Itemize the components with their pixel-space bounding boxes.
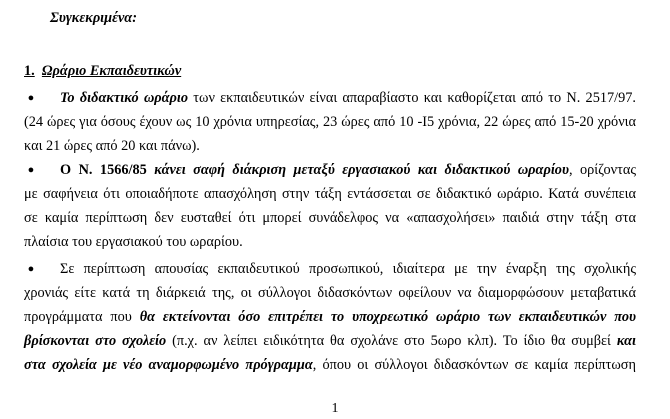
bullet-2: ● bbox=[27, 164, 35, 176]
p3-line-3-text: προγράμματα που bbox=[24, 309, 140, 325]
p1-line-1 bbox=[60, 88, 636, 108]
p3-line-5 bbox=[24, 355, 636, 375]
section-heading bbox=[24, 63, 181, 80]
p2-line-4: πλαίσια του εργασιακού του ωραρίου. bbox=[24, 234, 243, 250]
p3-line-3 bbox=[24, 307, 636, 327]
p3-line-4-text: (π.χ. αν λείπει ειδικότητα θα σχολάνε στο 5ωρο κλπ). Το ίδιο θα συμβεί bbox=[166, 333, 617, 349]
p3-line-1: Σε περίπτωση απουσίας εκπαιδευτικού προσωπικού, ιδιαίτερα με την έναρξη της σχολικής bbox=[60, 261, 636, 277]
p1-emphasis: Το διδακτικό ωράριο bbox=[60, 90, 189, 106]
p3-line-4 bbox=[24, 331, 636, 351]
p2-law-ref: Ο Ν. 1566/85 bbox=[60, 162, 147, 178]
p3-emphasis-4: στα σχολεία με νέο αναμορφωμένο πρόγραμμα bbox=[24, 357, 313, 373]
bullet-1: ● bbox=[27, 92, 35, 104]
p1-line-2: (24 ώρες για όσους έχουν ως 10 χρόνια υπηρεσίας, 23 ώρες από 10 -Ι5 χρόνια, 22 ώρες από 15-20 χρόνια bbox=[24, 114, 636, 130]
p3-line-5-text: , όπου οι σύλλογοι διδασκόντων σε καμία περίπτωση bbox=[312, 357, 636, 373]
p1-line-1-text: των εκπαιδευτικών είναι απαραβίαστο και καθορίζεται από το Ν. 2517/97. bbox=[188, 90, 636, 106]
p2-line-1 bbox=[60, 160, 636, 180]
p3-emphasis-1: θα εκτείνονται όσο επιτρέπει το υποχρεωτικό ωράριο των εκπαιδευτικών που bbox=[139, 309, 636, 325]
p2-line-2: με σαφήνεια ότι οποιαδήποτε απασχόληση στην τάξη εντάσσεται σε διδακτικό ωράριο. Κατά συνέπεια bbox=[24, 186, 636, 202]
p2-line-1-text: , ορίζοντας bbox=[568, 162, 637, 178]
p3-emphasis-3: και bbox=[616, 333, 637, 349]
section-title: Ωράριο Εκπαιδευτικών bbox=[41, 63, 182, 79]
p3-line-2: χρονιάς είτε κατά τη διάρκειά της, οι σύλλογοι διδασκόντων οφείλουν να διαμορφώσουν μεταβατικά bbox=[24, 285, 636, 301]
section-number: 1. bbox=[24, 63, 35, 79]
p3-emphasis-2: βρίσκονται στο σχολείο bbox=[24, 333, 167, 349]
bullet-3: ● bbox=[27, 263, 35, 275]
p2-line-3: σε καμία περίπτωση δεν ευσταθεί ότι μπορεί συνάδελφος να «απασχολήσει» παιδιά στην τάξη στα bbox=[24, 210, 636, 226]
page-number: 1 bbox=[331, 401, 339, 416]
p1-line-3: και 21 ώρες από 20 και πάνω). bbox=[24, 138, 200, 154]
p2-emphasis: κάνει σαφή διάκριση μεταξύ εργασιακού και διδακτικού ωραρίου bbox=[154, 162, 569, 178]
intro-label: Συγκεκριμένα: bbox=[50, 10, 137, 26]
